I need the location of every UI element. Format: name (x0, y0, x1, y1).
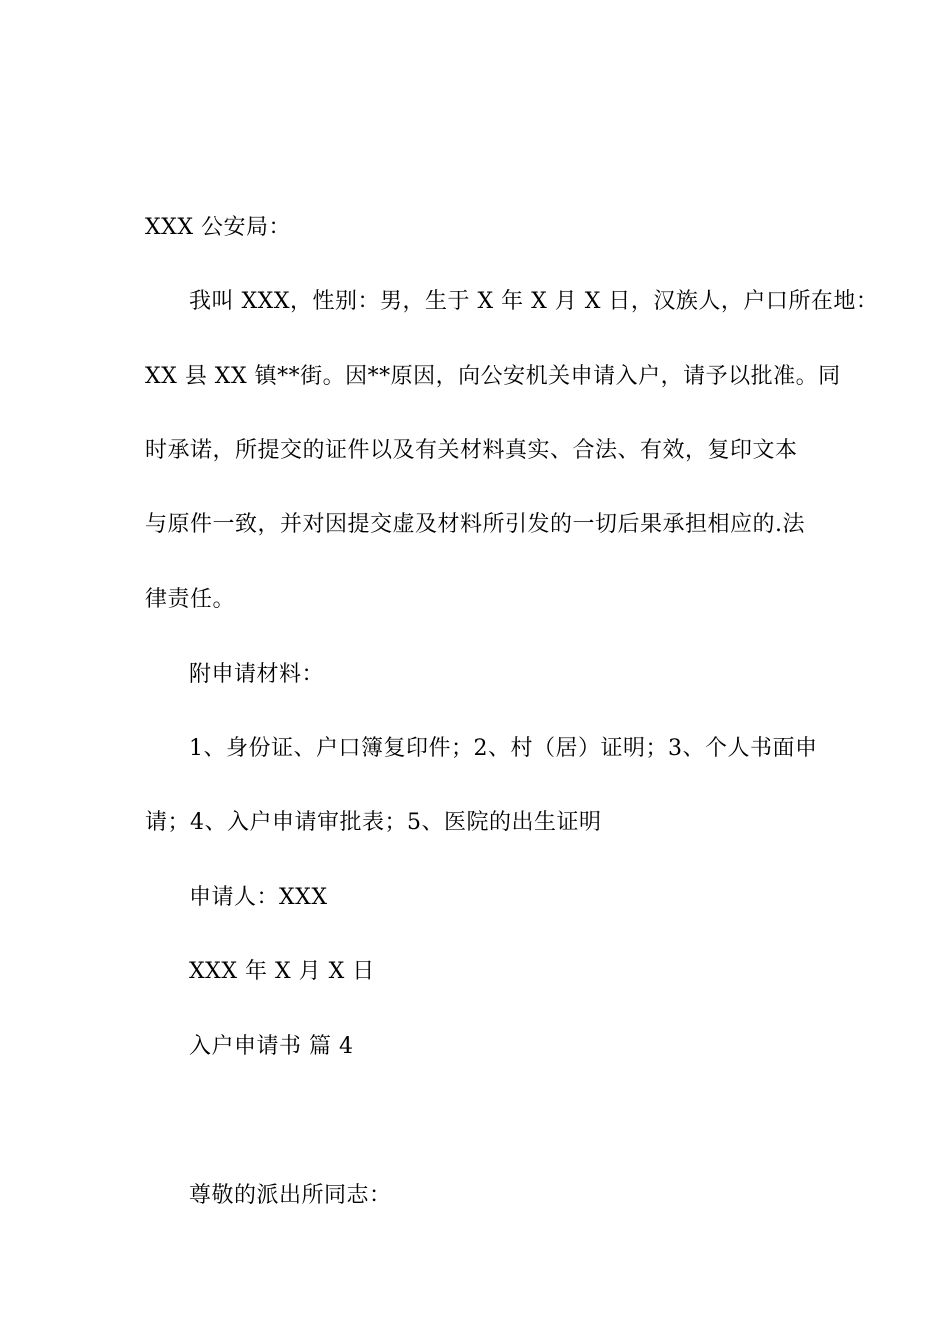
body-line-1: 我叫 XXX，性别：男，生于 X 年 X 月 X 日，汉族人，户口所在地： (189, 289, 879, 314)
next-salutation: 尊敬的派出所同志： (189, 1183, 392, 1208)
attachments-line-1: 1、身份证、户口簿复印件；2、村（居）证明；3、个人书面申 (189, 736, 818, 761)
attachments-heading: 附申请材料： (189, 662, 325, 687)
section-title: 入户申请书 篇 4 (189, 1034, 354, 1059)
attachments-line-2: 请；4、入户申请审批表；5、医院的出生证明 (145, 810, 602, 835)
applicant-signature: 申请人：XXX (189, 885, 328, 910)
body-line-2: XX 县 XX 镇**街。因**原因，向公安机关申请入户，请予以批准。同 (145, 364, 841, 389)
application-date: XXX 年 X 月 X 日 (189, 959, 375, 984)
body-line-4: 与原件一致，并对因提交虚及材料所引发的一切后果承担相应的.法 (145, 512, 805, 537)
body-line-5: 律责任。 (145, 587, 236, 612)
salutation: XXX 公安局： (145, 215, 291, 240)
body-line-3: 时承诺，所提交的证件以及有关材料真实、合法、有效，复印文本 (145, 438, 798, 463)
